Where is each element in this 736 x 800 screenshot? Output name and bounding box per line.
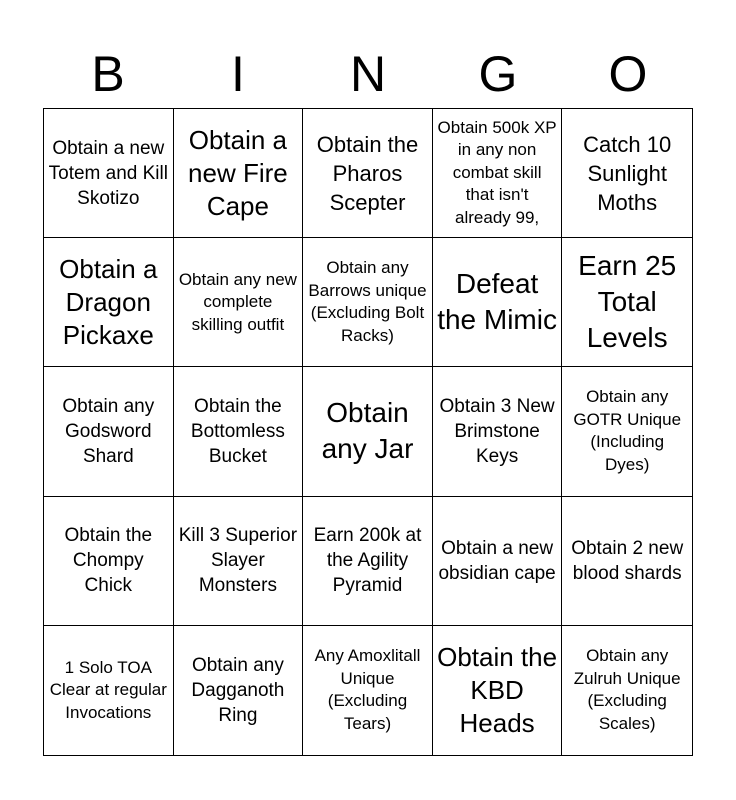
cell-text: Earn 200k at the Agility Pyramid — [313, 525, 422, 597]
header-letter-o: O — [608, 46, 648, 102]
bingo-cell[interactable] — [562, 626, 692, 755]
cell-text: Obtain any Barrows unique (Excluding Bolt Racks) — [308, 258, 427, 345]
cell-text: Obtain a new obsidian cape — [438, 537, 556, 584]
cell-text: Obtain the Bottomless Bucket — [190, 395, 285, 467]
cell-text: Obtain any Dagganoth Ring — [191, 654, 285, 726]
cell-text: Obtain a Dragon Pickaxe — [59, 253, 158, 350]
bingo-header — [43, 44, 693, 104]
bingo-cell[interactable] — [44, 367, 174, 496]
bingo-cell[interactable] — [174, 238, 304, 367]
bingo-cell[interactable] — [433, 497, 563, 626]
bingo-cell[interactable] — [174, 497, 304, 626]
bingo-cell[interactable] — [303, 497, 433, 626]
cell-text: Obtain any Jar — [321, 397, 414, 465]
cell-text: Obtain the KBD Heads — [437, 641, 558, 738]
bingo-cell[interactable] — [44, 109, 174, 238]
bingo-cell[interactable] — [303, 109, 433, 238]
bingo-cell[interactable] — [174, 626, 304, 755]
cell-text: 1 Solo TOA Clear at regular Invocations — [49, 657, 167, 722]
cell-text: Obtain 3 New Brimstone Keys — [439, 395, 555, 467]
cell-text: Obtain any new complete skilling outfit — [178, 269, 297, 334]
bingo-cell[interactable] — [303, 367, 433, 496]
bingo-cell[interactable] — [44, 626, 174, 755]
bingo-cell[interactable] — [303, 626, 433, 755]
cell-text: Obtain 2 new blood shards — [571, 537, 684, 584]
header-letter-i: I — [231, 46, 245, 102]
cell-text: Earn 25 Total Levels — [578, 250, 677, 354]
cell-text: Obtain the Chompy Chick — [64, 525, 153, 597]
bingo-cell[interactable] — [433, 367, 563, 496]
bingo-cell[interactable] — [433, 626, 563, 755]
bingo-cell[interactable] — [174, 367, 304, 496]
cell-text: Obtain any GOTR Unique (Including Dyes) — [573, 387, 682, 474]
bingo-cell[interactable] — [562, 367, 692, 496]
cell-text: Obtain the Pharos Scepter — [316, 131, 419, 215]
bingo-cell[interactable] — [562, 109, 692, 238]
bingo-cell[interactable] — [433, 109, 563, 238]
cell-text: Obtain a new Fire Cape — [188, 124, 288, 221]
bingo-cell[interactable] — [562, 238, 692, 367]
cell-text: Obtain any Zulruh Unique (Excluding Scales) — [573, 646, 681, 733]
bingo-cell[interactable] — [174, 109, 304, 238]
cell-text: Kill 3 Superior Slayer Monsters — [178, 525, 298, 597]
cell-text: Obtain any Godsword Shard — [62, 395, 155, 467]
bingo-cell[interactable] — [433, 238, 563, 367]
cell-text: Catch 10 Sunlight Moths — [583, 131, 672, 215]
bingo-cell[interactable] — [303, 238, 433, 367]
cell-text: Any Amoxlitall Unique (Excluding Tears) — [314, 646, 421, 733]
bingo-cell[interactable] — [562, 497, 692, 626]
bingo-cell[interactable] — [44, 238, 174, 367]
bingo-grid — [43, 108, 693, 756]
cell-text: Defeat the Mimic — [437, 268, 557, 336]
header-letter-g: G — [478, 46, 518, 102]
header-letter-b: B — [91, 46, 125, 102]
header-letter-n: N — [349, 46, 387, 102]
cell-text: Obtain a new Totem and Kill Skotizo — [48, 137, 168, 209]
cell-text: Obtain 500k XP in any non combat skill that isn't already 99, — [437, 117, 557, 227]
bingo-cell[interactable] — [44, 497, 174, 626]
